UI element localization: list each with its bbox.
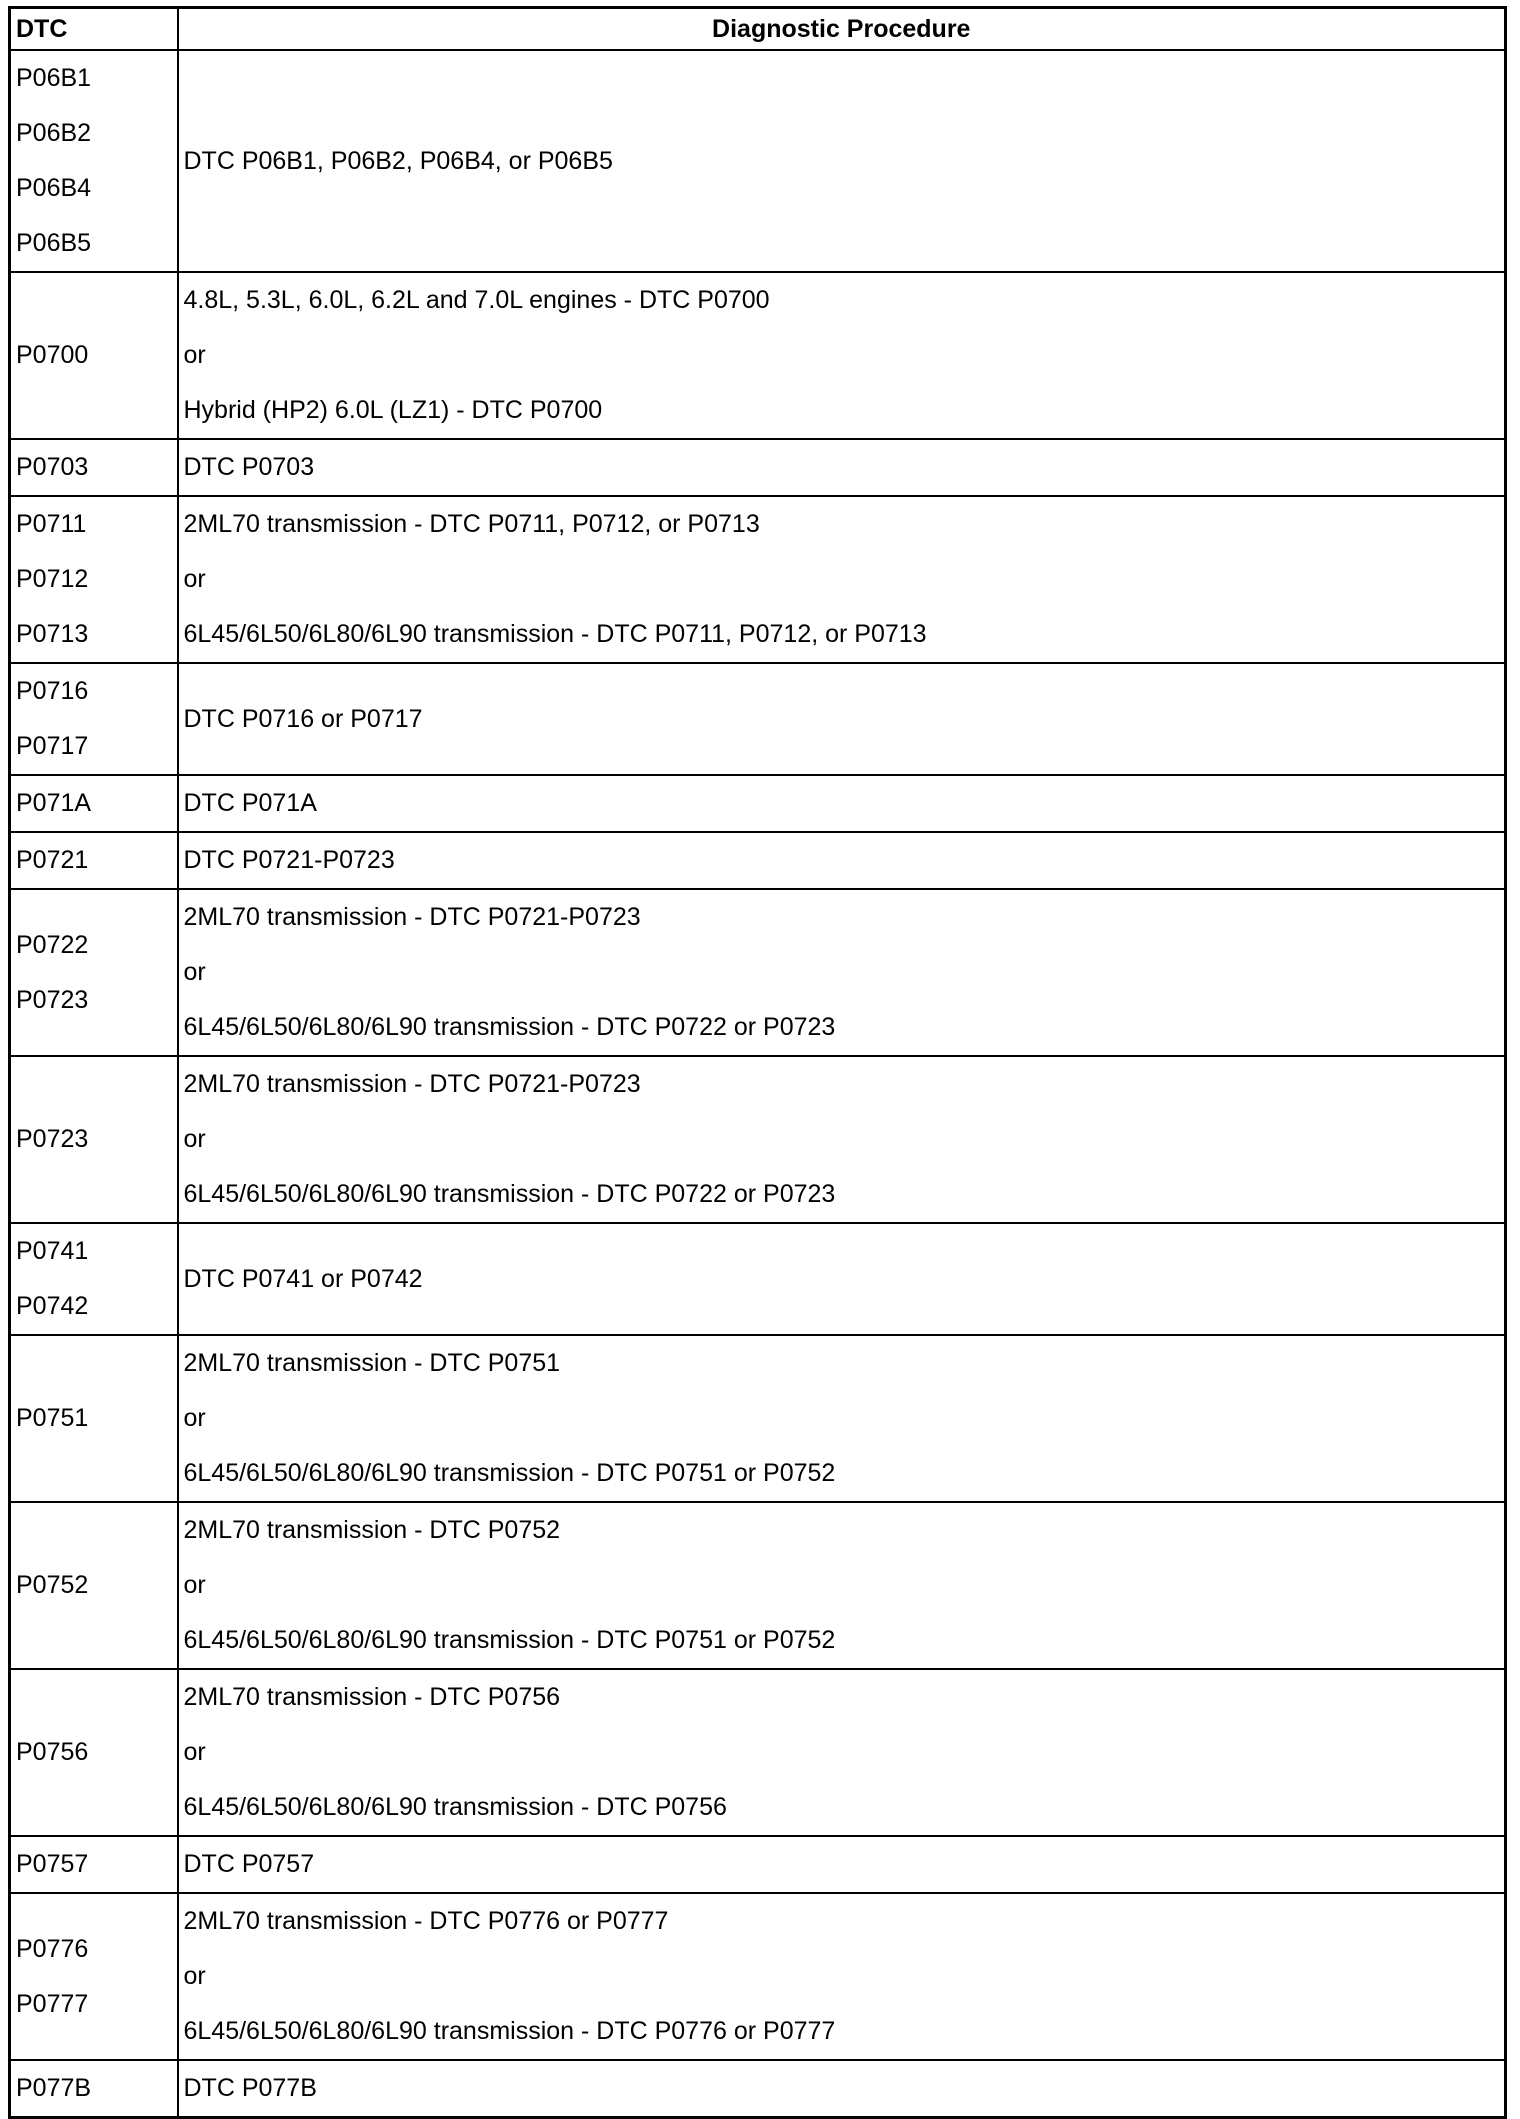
dtc-code: P0700: [16, 341, 89, 369]
dtc-cell: [10, 1836, 178, 1893]
procedure-link[interactable]: 2ML70 transmission - DTC P0756: [183, 1683, 561, 1711]
procedure-cell: [178, 496, 1506, 663]
procedure-cell: [178, 1335, 1506, 1502]
dtc-code: P0757: [16, 1850, 89, 1878]
dtc-cell: [10, 2060, 178, 2118]
procedure-link[interactable]: or: [183, 1404, 206, 1432]
procedure-link[interactable]: DTC P0741 or P0742: [183, 1264, 423, 1293]
dtc-code: P06B1: [16, 64, 92, 92]
procedure-cell: [178, 50, 1506, 272]
procedure-link[interactable]: or: [183, 341, 206, 369]
table-row: [10, 832, 1506, 889]
procedure-link[interactable]: 6L45/6L50/6L80/6L90 transmission - DTC P0722 or P0723: [183, 1180, 836, 1208]
dtc-code: P06B4: [16, 174, 92, 202]
dtc-code: P071A: [16, 789, 92, 817]
table-header-row: [10, 8, 1506, 51]
procedure-cell: [178, 2060, 1506, 2118]
procedure-cell: [178, 775, 1506, 832]
procedure-cell: [178, 1836, 1506, 1893]
dtc-cell: [10, 832, 178, 889]
procedure-cell: [178, 1502, 1506, 1669]
table-row: [10, 1056, 1506, 1223]
dtc-code: P0713: [16, 620, 89, 648]
procedure-cell: [178, 663, 1506, 775]
procedure-link[interactable]: or: [183, 1571, 206, 1599]
dtc-code: P0721: [16, 846, 89, 874]
dtc-cell: [10, 1893, 178, 2060]
dtc-code: P0723: [16, 1125, 89, 1153]
procedure-link[interactable]: 2ML70 transmission - DTC P0752: [183, 1516, 561, 1544]
dtc-code: P0703: [16, 453, 89, 481]
procedure-link[interactable]: or: [183, 1125, 206, 1153]
dtc-code: P06B2: [16, 119, 92, 147]
procedure-link[interactable]: 6L45/6L50/6L80/6L90 transmission - DTC P0751 or P0752: [183, 1626, 836, 1654]
dtc-cell: [10, 1056, 178, 1223]
dtc-code: P0742: [16, 1292, 89, 1320]
dtc-code: P0756: [16, 1738, 89, 1766]
table-row: [10, 889, 1506, 1056]
table-row: [10, 50, 1506, 272]
dtc-cell: [10, 439, 178, 496]
procedure-link[interactable]: DTC P077B: [183, 2074, 317, 2102]
procedure-link[interactable]: DTC P0703: [183, 453, 315, 481]
procedure-link[interactable]: 2ML70 transmission - DTC P0776 or P0777: [183, 1907, 669, 1935]
dtc-cell: [10, 1502, 178, 1669]
dtc-code: P0741: [16, 1237, 89, 1265]
dtc-cell: [10, 889, 178, 1056]
procedure-link[interactable]: 6L45/6L50/6L80/6L90 transmission - DTC P0722 or P0723: [183, 1013, 836, 1041]
dtc-cell: [10, 775, 178, 832]
dtc-cell: [10, 272, 178, 439]
dtc-code: P0752: [16, 1571, 89, 1599]
table-row: [10, 1335, 1506, 1502]
procedure-link[interactable]: or: [183, 1738, 206, 1766]
dtc-code: P0751: [16, 1404, 89, 1432]
procedure-link[interactable]: or: [183, 958, 206, 986]
table-row: [10, 2060, 1506, 2118]
dtc-cell: [10, 496, 178, 663]
table-row: [10, 663, 1506, 775]
procedure-link[interactable]: 2ML70 transmission - DTC P0711, P0712, or P0713: [183, 510, 760, 538]
procedure-link[interactable]: 6L45/6L50/6L80/6L90 transmission - DTC P0756: [183, 1793, 727, 1821]
dtc-code: P0722: [16, 930, 89, 959]
dtc-code: P0711: [16, 510, 87, 538]
procedure-cell: [178, 889, 1506, 1056]
procedure-link[interactable]: DTC P0721-P0723: [183, 846, 395, 874]
dtc-code: P0723: [16, 985, 89, 1014]
table-row: [10, 1669, 1506, 1836]
dtc-cell: [10, 1335, 178, 1502]
procedure-link[interactable]: Hybrid (HP2) 6.0L (LZ1) - DTC P0700: [183, 396, 603, 424]
dtc-code: P077B: [16, 2074, 92, 2102]
procedure-link[interactable]: 6L45/6L50/6L80/6L90 transmission - DTC P0711, P0712, or P0713: [183, 620, 927, 648]
table-row: [10, 775, 1506, 832]
procedure-cell: [178, 1223, 1506, 1335]
procedure-link[interactable]: or: [183, 1962, 206, 1990]
procedure-cell: [178, 832, 1506, 889]
column-header-dtc: DTC: [10, 8, 178, 51]
table-row: [10, 1502, 1506, 1669]
dtc-cell: [10, 1223, 178, 1335]
table-row: [10, 439, 1506, 496]
procedure-link[interactable]: DTC P071A: [183, 789, 317, 817]
table-row: [10, 496, 1506, 663]
procedure-link[interactable]: DTC P0757: [183, 1850, 315, 1878]
table-row: [10, 1836, 1506, 1893]
procedure-link[interactable]: 4.8L, 5.3L, 6.0L, 6.2L and 7.0L engines - DTC P0700: [183, 286, 770, 314]
procedure-link[interactable]: 6L45/6L50/6L80/6L90 transmission - DTC P0776 or P0777: [183, 2017, 836, 2045]
table-body: [10, 50, 1506, 2118]
dtc-code: P0716: [16, 677, 89, 705]
table-row: [10, 272, 1506, 439]
dtc-code: P0717: [16, 732, 89, 760]
procedure-cell: [178, 272, 1506, 439]
dtc-cell: [10, 50, 178, 272]
dtc-code: P0712: [16, 565, 89, 593]
procedure-link[interactable]: 2ML70 transmission - DTC P0721-P0723: [183, 903, 641, 931]
dtc-table: [8, 6, 1507, 2119]
dtc-cell: [10, 1669, 178, 1836]
procedure-cell: [178, 1056, 1506, 1223]
procedure-cell: [178, 439, 1506, 496]
procedure-link[interactable]: 2ML70 transmission - DTC P0751: [183, 1349, 561, 1377]
dtc-cell: [10, 663, 178, 775]
procedure-cell: [178, 1893, 1506, 2060]
dtc-code: P06B5: [16, 229, 92, 257]
procedure-cell: [178, 1669, 1506, 1836]
procedure-link[interactable]: 2ML70 transmission - DTC P0721-P0723: [183, 1070, 641, 1098]
procedure-link[interactable]: or: [183, 565, 206, 593]
procedure-link[interactable]: DTC P0716 or P0717: [183, 704, 423, 733]
column-header-procedure: Diagnostic Procedure: [178, 8, 1506, 51]
table-row: [10, 1223, 1506, 1335]
table-row: [10, 1893, 1506, 2060]
procedure-link[interactable]: DTC P06B1, P06B2, P06B4, or P06B5: [183, 146, 613, 175]
dtc-code: P0777: [16, 1989, 89, 2018]
dtc-code: P0776: [16, 1934, 89, 1963]
procedure-link[interactable]: 6L45/6L50/6L80/6L90 transmission - DTC P0751 or P0752: [183, 1459, 836, 1487]
